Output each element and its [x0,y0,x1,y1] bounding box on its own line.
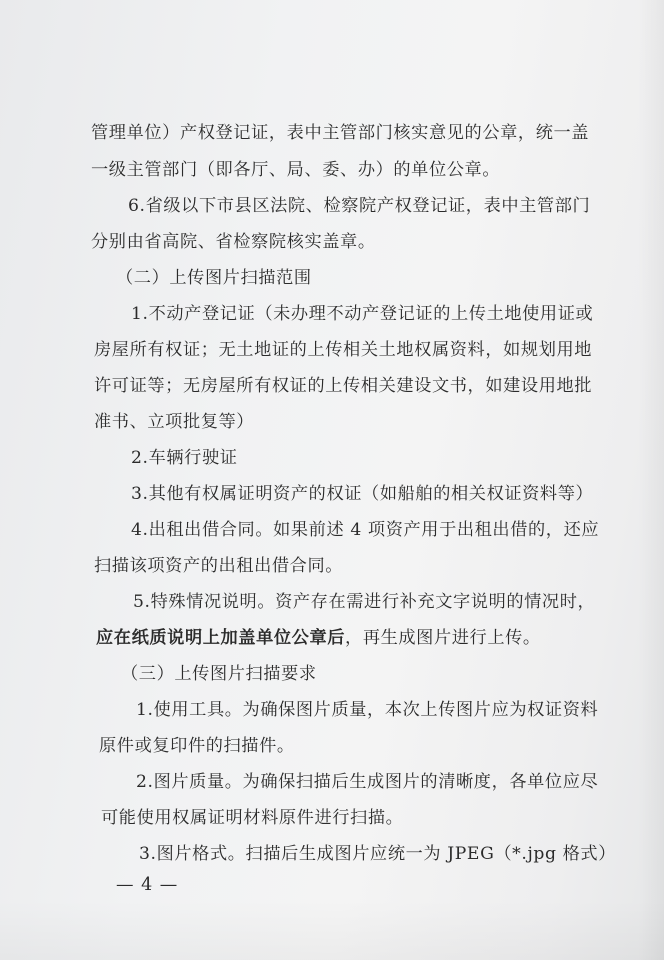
page-edge-shading [638,0,664,960]
paragraph-line: 3.其他有权属证明资产的权证（如船舶的相关权证资料等） [131,484,594,504]
paragraph-line: 管理单位）产权登记证，表中主管部门核实意见的公章，统一盖 [91,123,590,143]
emphasized-text: 应在纸质说明上加盖单位公章后 [96,628,346,648]
paragraph-line [96,626,541,650]
paragraph-line: 2.车辆行驶证 [131,448,238,468]
paragraph-line: 分别由省高院、省检察院核实盖章。 [91,232,376,252]
paragraph-line: 2.图片质量。为确保扫描后生成图片的清晰度，各单位应尽 [136,772,599,792]
page-number: — 4 — [116,875,179,895]
paragraph-line: 房屋所有权证；无土地证的上传相关土地权属资料，如规划用地 [94,340,593,360]
paragraph-line: 6.省级以下市县区法院、检察院产权登记证，表中主管部门 [128,196,591,216]
paragraph-line: 1.不动产登记证（未办理不动产登记证的上传土地使用证或 [131,304,594,324]
section-heading: （二）上传图片扫描范围 [116,268,312,288]
paragraph-line: 3.图片格式。扫描后生成图片应统一为 JPEG（*.jpg 格式） [139,844,616,864]
paragraph-line: 4.出租出借合同。如果前述 4 项资产用于出租出借的，还应 [131,520,600,540]
paragraph-line: 扫描该项资产的出租出借合同。 [94,556,344,576]
page-bottom-shading [0,900,664,960]
paragraph-line: 5.特殊情况说明。资产存在需进行补充文字说明的情况时， [133,592,596,612]
paragraph-line: 准书、立项批复等） [94,412,255,432]
paragraph-line: 一级主管部门（即各厅、局、委、办）的单位公章。 [91,160,501,180]
paragraph-line: 1.使用工具。为确保图片质量，本次上传图片应为权证资料 [136,700,599,720]
paragraph-line: 许可证等；无房屋所有权证的上传相关建设文书，如建设用地批 [94,376,593,396]
paragraph-line: 可能使用权属证明材料原件进行扫描。 [101,808,404,828]
paragraph-text: ，再生成图片进行上传。 [345,628,541,648]
paragraph-line: 原件或复印件的扫描件。 [99,736,295,756]
section-heading: （三）上传图片扫描要求 [121,664,317,684]
